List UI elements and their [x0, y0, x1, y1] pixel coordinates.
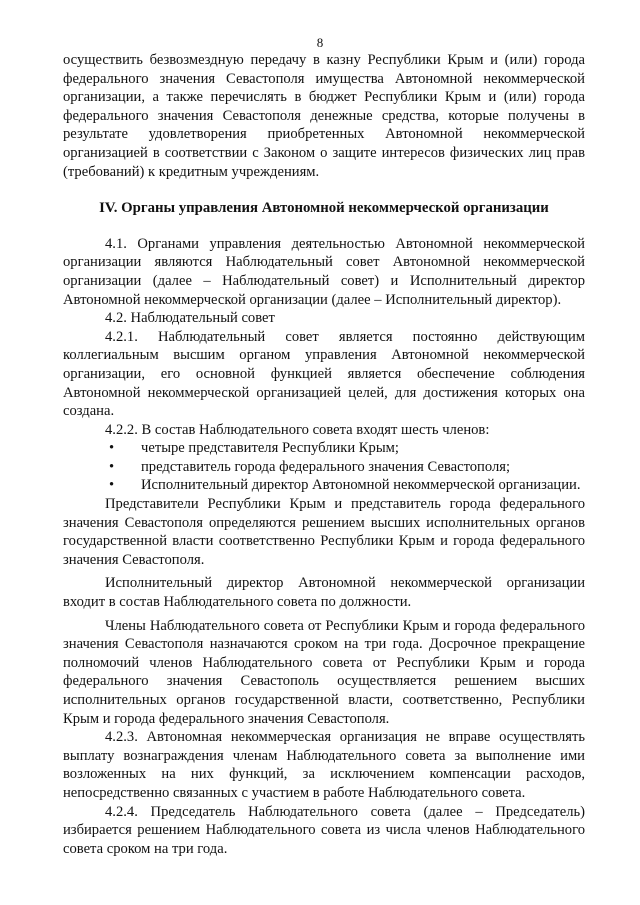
list-item-text: четыре представителя Республики Крым; — [141, 440, 399, 457]
list-item — [63, 476, 585, 495]
paragraph-4-2-2: 4.2.2. В состав Наблюдательного совета входят шесть членов: — [105, 421, 490, 438]
paragraph-4-2-1: 4.2.1. Наблюдательный совет является постоянно действующим коллегиальным высшим органом управления Автономной некоммерческой организации, его основной функцией является обеспечение соблюдения Автономной некоммерческой организацией целей, для достижения которых она создана. — [63, 328, 585, 420]
paragraph-representatives: Представители Республики Крым и представитель города федерального значения Севастополя определяются решением высших исполнительных органов государственной власти соответственно Республики Крым и города федерального значения Севастополя. — [63, 496, 585, 568]
council-members-list — [63, 439, 585, 495]
document-body — [63, 51, 585, 858]
paragraph-members: Члены Наблюдательного совета от Республики Крым и города федерального значения Севастополя назначаются сроком на три года. Досрочное прекращение полномочий членов Наблюдательного совета от Республики Крым и города федерального значения Севастополь осуществляется решением высших исполнительных органов государственной власти, соответственно, Республики Крым и города федерального значения Севастополя. — [63, 617, 585, 727]
list-item — [63, 439, 585, 458]
paragraph-4-2-4: 4.2.4. Председатель Наблюдательного совета (далее – Председатель) избирается решением Наблюдательного совета из числа членов Наблюдательного совета сроком на три года. — [63, 803, 585, 857]
bullet-icon: • — [109, 458, 115, 475]
section-heading: IV. Органы управления Автономной некоммерческой организации — [99, 200, 549, 217]
paragraph-director: Исполнительный директор Автономной некоммерческой организации входит в состав Наблюдательного совета по должности. — [63, 575, 585, 611]
bullet-icon: • — [109, 477, 115, 494]
paragraph-4-1: 4.1. Органами управления деятельностью Автономной некоммерческой организации являются Наблюдательный совет Автономной некоммерческой организации (далее – Наблюдательный совет) и Исполнительный директор Автономной некоммерческой организации (далее – Исполнительный директор). — [63, 235, 585, 308]
list-item — [63, 458, 585, 477]
list-item-text: Исполнительный директор Автономной некоммерческой организации. — [141, 477, 581, 494]
paragraph-4-2-3: 4.2.3. Автономная некоммерческая организация не вправе осуществлять выплату вознаграждения членам Наблюдательного совета за выполнение ими возложенных на них функций, за исключением компенсации расходов, непосредственно связанных с участием в работе Наблюдательного совета. — [63, 729, 585, 801]
bullet-icon: • — [109, 440, 115, 457]
intro-paragraph: осуществить безвозмездную передачу в казну Республики Крым и (или) города федерального значения Севастополя имущества Автономной некоммерческой организации, а также перечислять в бюджет Республики Крым и (или) города федерального значения Севастополя денежные средства, которые получены в результате удовлетворения приобретенных Автономной некоммерческой организацией в соответствии с Законом о защите интересов физических лиц прав (требований) к кредитным учреждениям. — [63, 52, 585, 180]
page-number: 8 — [316, 35, 324, 50]
list-item-text: представитель города федерального значения Севастополя; — [141, 458, 511, 475]
paragraph-4-2: 4.2. Наблюдательный совет — [105, 310, 275, 327]
